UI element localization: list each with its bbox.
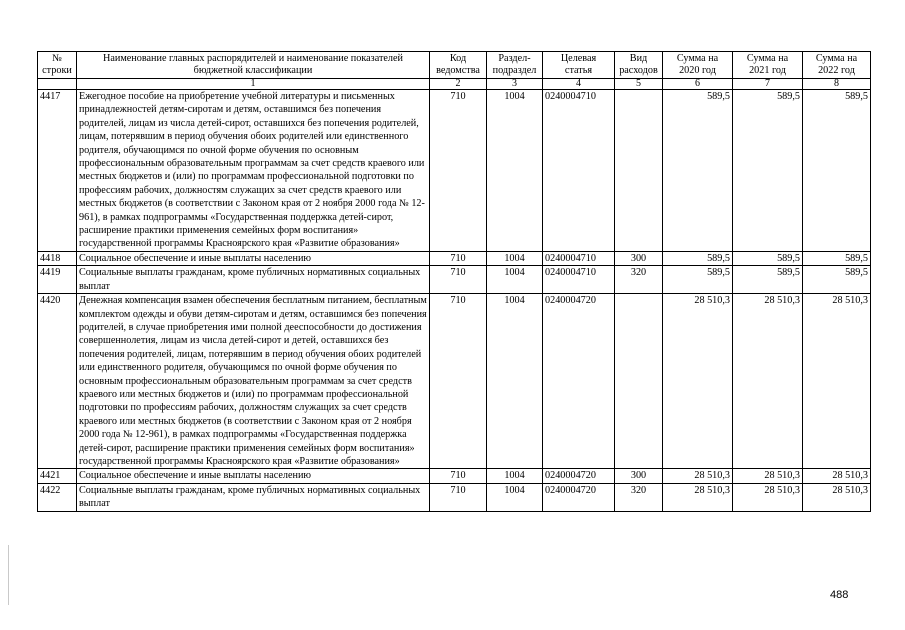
header-expense-type: Вид расходов [615, 52, 663, 79]
row-sum-2020: 28 510,3 [663, 469, 733, 483]
row-sum-2022: 589,5 [803, 90, 871, 252]
row-expense-type: 300 [615, 251, 663, 265]
row-number: 4422 [38, 483, 77, 511]
row-sum-2021: 28 510,3 [733, 469, 803, 483]
row-name: Социальные выплаты гражданам, кроме публичных нормативных социальных выплат [77, 483, 430, 511]
row-sum-2022: 589,5 [803, 251, 871, 265]
row-section: 1004 [487, 469, 543, 483]
row-number: 4417 [38, 90, 77, 252]
page-number: 488 [830, 589, 849, 601]
row-expense-type: 320 [615, 266, 663, 294]
column-number: 1 [77, 79, 430, 90]
column-number: 5 [615, 79, 663, 90]
row-name: Денежная компенсация взамен обеспечения бесплатным питанием, бесплатным комплектом одежды и обуви детям-сиротам и детям, оставшимся без попечения родителей, в случае приобретения ими полной дееспособности до достижения совершеннолетия, лицам из числа детей-сирот и детей, оставшихся без попечения родителей, лицам, потерявшим в период обучения обоих родителей или единственного родителя, обучающимся по очной форме обучения по основным профессиональным образовательным программам за счет средств краевого или местных бюджетов и (или) по программам профессиональной подготовки по профессиям рабочих, должностям служащих за счет средств краевого или местных бюджетов (в соответствии с Законом края от 2 ноября 2000 года № 12-961), в рамках подпрограммы «Государственная поддержка детей-сирот, расширение практики применения семейных форм воспитания» государственной программы Красноярского края «Развитие образования» [77, 294, 430, 469]
row-sum-2020: 28 510,3 [663, 294, 733, 469]
row-sum-2021: 28 510,3 [733, 294, 803, 469]
scan-edge-mark [8, 545, 9, 605]
column-number: 8 [803, 79, 871, 90]
row-dept-code: 710 [430, 251, 487, 265]
budget-table-sheet [37, 51, 870, 512]
row-sum-2022: 28 510,3 [803, 469, 871, 483]
row-sum-2020: 28 510,3 [663, 483, 733, 511]
row-dept-code: 710 [430, 469, 487, 483]
row-name: Социальные выплаты гражданам, кроме публичных нормативных социальных выплат [77, 266, 430, 294]
column-number: 7 [733, 79, 803, 90]
row-section: 1004 [487, 266, 543, 294]
header-row-number: № строки [38, 52, 77, 79]
budget-table [37, 51, 871, 512]
row-sum-2021: 589,5 [733, 251, 803, 265]
row-dept-code: 710 [430, 266, 487, 294]
row-sum-2021: 28 510,3 [733, 483, 803, 511]
row-section: 1004 [487, 483, 543, 511]
header-sum-2021: Сумма на 2021 год [733, 52, 803, 79]
header-sum-2020: Сумма на 2020 год [663, 52, 733, 79]
row-target-article: 0240004720 [543, 483, 615, 511]
row-sum-2021: 589,5 [733, 266, 803, 294]
row-sum-2020: 589,5 [663, 251, 733, 265]
header-sum-2022: Сумма на 2022 год [803, 52, 871, 79]
row-section: 1004 [487, 251, 543, 265]
row-expense-type: 300 [615, 469, 663, 483]
row-target-article: 0240004720 [543, 294, 615, 469]
column-number: 6 [663, 79, 733, 90]
row-expense-type [615, 294, 663, 469]
row-section: 1004 [487, 294, 543, 469]
row-target-article: 0240004720 [543, 469, 615, 483]
row-sum-2020: 589,5 [663, 266, 733, 294]
row-number: 4421 [38, 469, 77, 483]
row-dept-code: 710 [430, 90, 487, 252]
table-row [38, 483, 871, 511]
table-row [38, 251, 871, 265]
column-numbers-row [38, 79, 871, 90]
row-sum-2022: 28 510,3 [803, 294, 871, 469]
row-name: Ежегодное пособие на приобретение учебной литературы и письменных принадлежностей детям-сиротам и детям, оставшимся без попечения родителей, лицам из числа детей-сирот, оставшихся без попечения родителей, лицам, потерявшим в период обучения обоих родителей или единственного родителя, обучающимся по очной форме обучения по основным профессиональным образовательным программам за счет средств краевого или местных бюджетов и (или) по программам профессиональной подготовки по профессиям рабочих, должностям служащих за счет средств краевого или местных бюджетов (в соответствии с Законом края от 2 ноября 2000 года № 12-961), в рамках подпрограммы «Государственная поддержка детей-сирот, расширение практики применения семейных форм воспитания» государственной программы Красноярского края «Развитие образования» [77, 90, 430, 252]
row-sum-2022: 589,5 [803, 266, 871, 294]
row-sum-2020: 589,5 [663, 90, 733, 252]
header-section: Раздел- подраздел [487, 52, 543, 79]
row-target-article: 0240004710 [543, 266, 615, 294]
header-dept-code: Код ведомства [430, 52, 487, 79]
row-dept-code: 710 [430, 483, 487, 511]
column-number: 4 [543, 79, 615, 90]
row-target-article: 0240004710 [543, 251, 615, 265]
column-number-empty [38, 79, 77, 90]
header-name: Наименование главных распорядителей и наименование показателей бюджетной классификации [77, 52, 430, 79]
row-sum-2022: 28 510,3 [803, 483, 871, 511]
row-number: 4420 [38, 294, 77, 469]
table-row [38, 469, 871, 483]
row-dept-code: 710 [430, 294, 487, 469]
row-sum-2021: 589,5 [733, 90, 803, 252]
header-target-article: Целевая статья [543, 52, 615, 79]
row-expense-type: 320 [615, 483, 663, 511]
row-section: 1004 [487, 90, 543, 252]
row-expense-type [615, 90, 663, 252]
table-row [38, 294, 871, 469]
table-row [38, 266, 871, 294]
row-number: 4418 [38, 251, 77, 265]
header-row [38, 52, 871, 79]
row-name: Социальное обеспечение и иные выплаты населению [77, 469, 430, 483]
row-target-article: 0240004710 [543, 90, 615, 252]
column-number: 2 [430, 79, 487, 90]
table-row [38, 90, 871, 252]
row-number: 4419 [38, 266, 77, 294]
row-name: Социальное обеспечение и иные выплаты населению [77, 251, 430, 265]
column-number: 3 [487, 79, 543, 90]
